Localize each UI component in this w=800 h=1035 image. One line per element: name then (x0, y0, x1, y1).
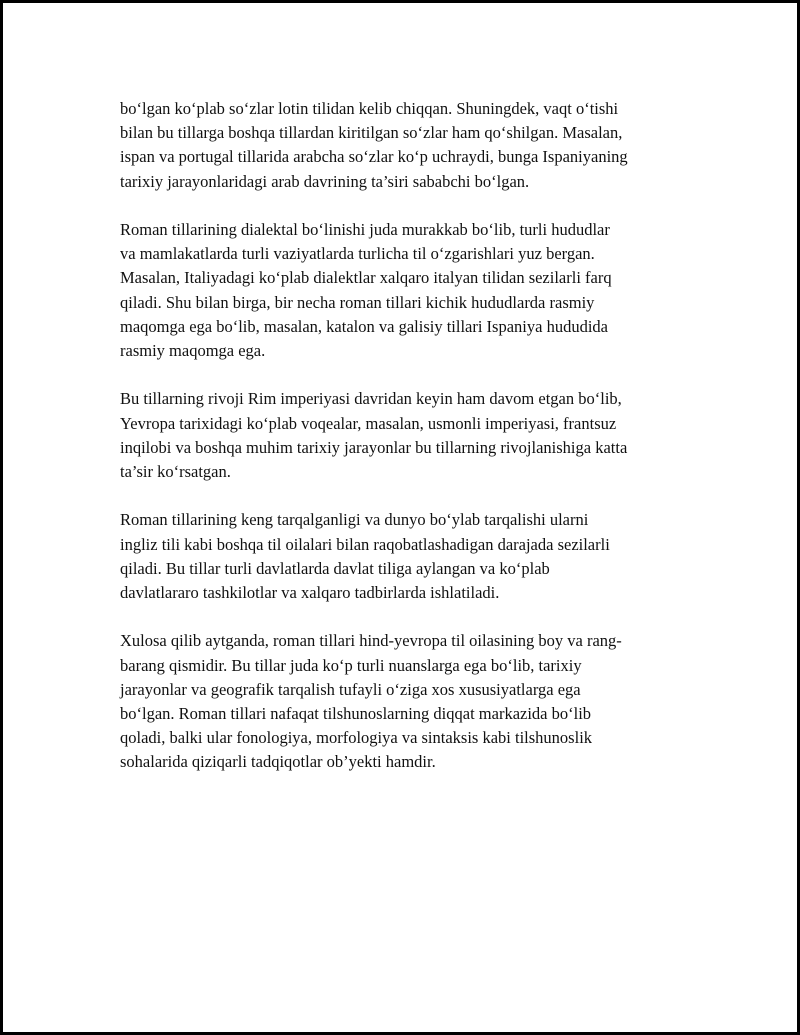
text-line: Roman tillarining dialektal bo‘linishi juda murakkab bo‘lib, turli hududlar (120, 220, 610, 239)
text-line: bo‘lgan ko‘plab so‘zlar lotin tilidan kelib chiqqan. Shuningdek, vaqt o‘tishi (120, 99, 619, 118)
text-line: barang qismidir. Bu tillar juda ko‘p turli nuanslarga ega bo‘lib, tarixiy (120, 655, 582, 675)
text-line: Roman tillarining keng tarqalganligi va dunyo bo‘ylab tarqalishi ularni (120, 510, 589, 530)
paragraph-1 (120, 97, 700, 194)
document-body (120, 97, 700, 799)
text-line: tarixiy jarayonlaridagi arab davrining ta’siri sababchi bo‘lgan. (120, 171, 530, 191)
text-line: va mamlakatlarda turli vaziyatlarda turlicha til o‘zgarishlari yuz bergan. (120, 244, 595, 264)
paragraph-2 (120, 218, 700, 363)
text-line: qiladi. Shu bilan birga, bir necha roman tillari kichik hududlarda rasmiy (120, 292, 595, 312)
text-line: ta’sir ko‘rsatgan. (120, 462, 231, 482)
text-line: inqilobi va boshqa muhim tarixiy jarayonlar bu tillarning rivojlanishiga katta (120, 437, 628, 457)
text-line: ispan va portugal tillarida arabcha so‘zlar ko‘p uchraydi, bunga Ispaniyaning (120, 147, 628, 167)
text-line: ingliz tili kabi boshqa til oilalari bilan raqobatlashadigan darajada sezilarli (120, 534, 610, 554)
text-line: sohalarida qiziqarli tadqiqotlar ob’yekti hamdir. (120, 752, 436, 772)
text-line: Yevropa tarixidagi ko‘plab voqealar, masalan, usmonli imperiyasi, frantsuz (120, 413, 617, 433)
text-line: Xulosa qilib aytganda, roman tillari hind-yevropa til oilasining boy va rang- (120, 631, 622, 651)
text-line: bo‘lgan. Roman tillari nafaqat tilshunoslarning diqqat markazida bo‘lib (120, 704, 592, 724)
text-line: maqomga ega bo‘lib, masalan, katalon va galisiy tillari Ispaniya hududida (120, 316, 608, 336)
text-line: qoladi, balki ular fonologiya, morfologiya va sintaksis kabi tilshunoslik (120, 728, 593, 748)
paragraph-5 (120, 629, 700, 774)
paragraph-4 (120, 508, 700, 605)
text-line: Masalan, Italiyadagi ko‘plab dialektlar xalqaro italyan tilidan sezilarli farq (120, 268, 612, 288)
text-line: jarayonlar va geografik tarqalish tufayli o‘ziga xos xususiyatlarga ega (120, 679, 581, 699)
paragraph-3 (120, 387, 700, 484)
text-line: davlatlararo tashkilotlar va xalqaro tadbirlarda ishlatiladi. (120, 583, 500, 603)
text-line: Bu tillarning rivoji Rim imperiyasi davridan keyin ham davom etgan bo‘lib, (120, 389, 622, 409)
text-line: bilan bu tillarga boshqa tillardan kiritilgan so‘zlar ham qo‘shilgan. Masalan, (120, 123, 623, 143)
text-line: rasmiy maqomga ega. (120, 341, 266, 361)
text-line: qiladi. Bu tillar turli davlatlarda davlat tiliga aylangan va ko‘plab (120, 558, 550, 578)
